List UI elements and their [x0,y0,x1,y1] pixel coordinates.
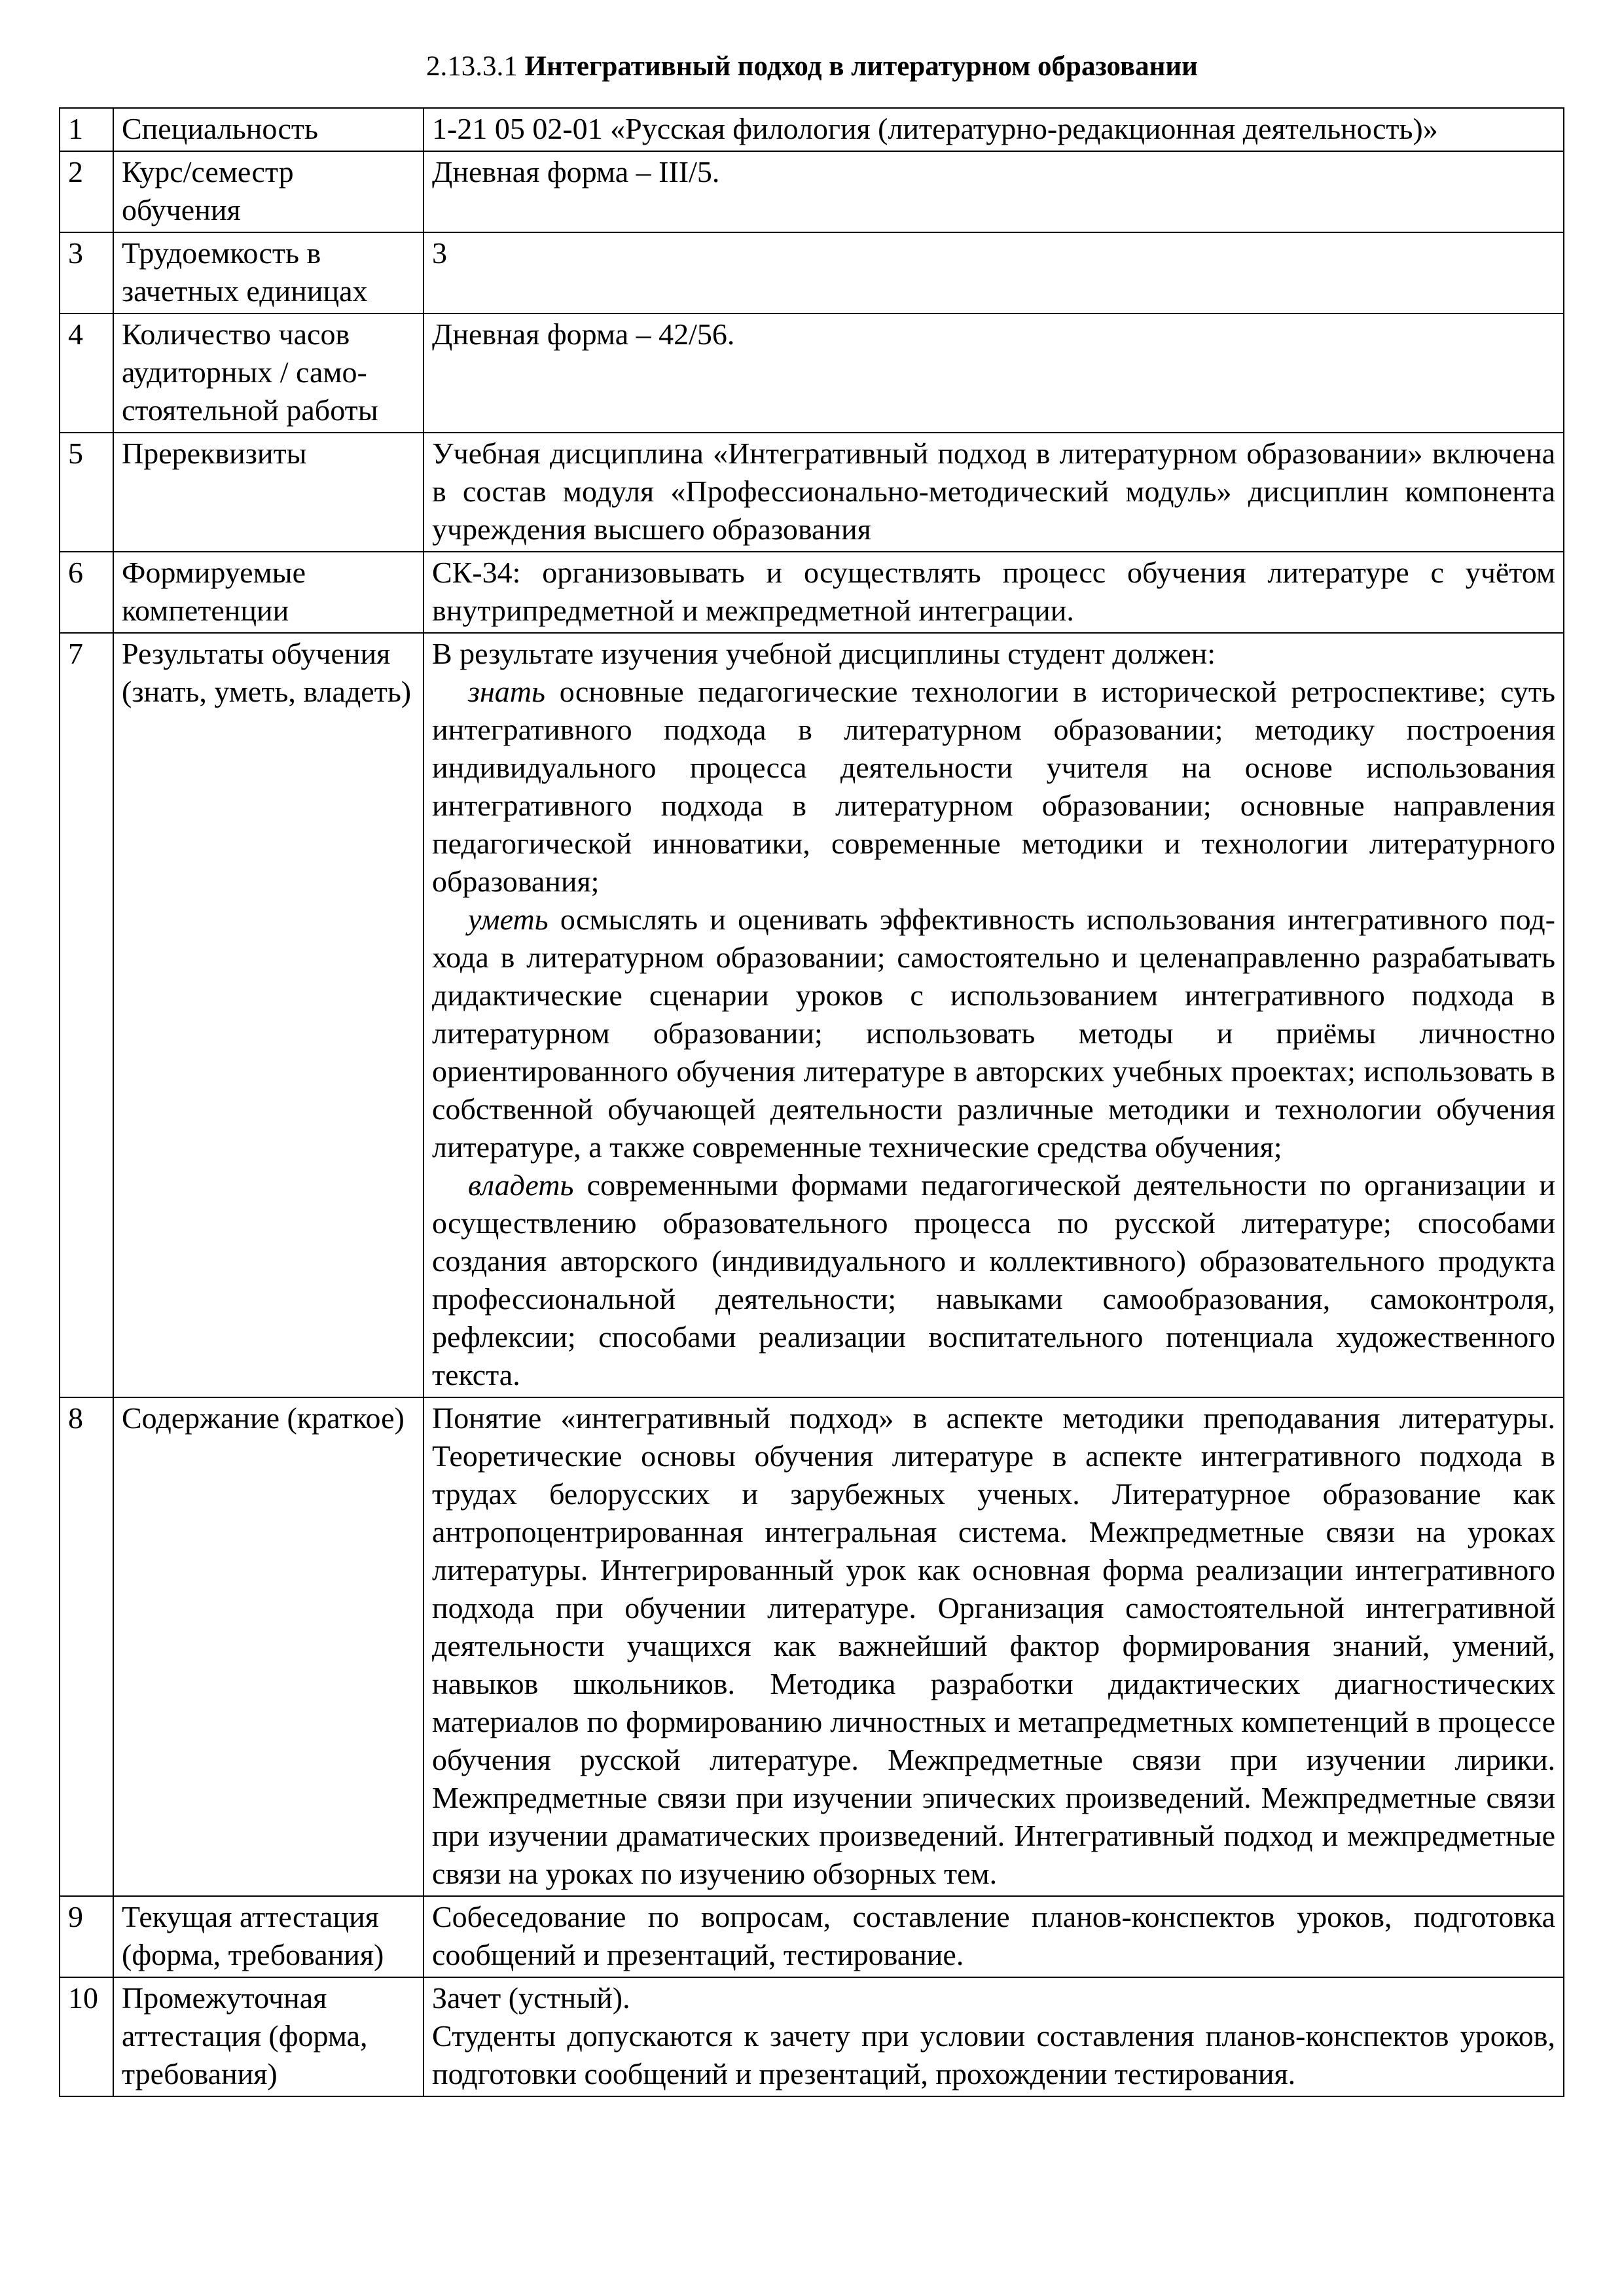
row-label: Результаты обучения (знать, уметь, владеть) [113,633,424,1397]
row-label: Трудоемкость в зачетных единицах [113,232,424,314]
row-value: 1-21 05 02-01 «Русская филология (литературно-редакционная деятельность)» [424,108,1564,151]
row-number: 3 [60,232,113,314]
own-keyword: владеть [468,1168,574,1202]
table-row [60,633,1564,1397]
row-label: Промежуточная аттестация (форма, требования) [113,1977,424,2096]
row-number: 5 [60,433,113,552]
results-intro: В результате изучения учебной дисциплины студент должен: [432,637,1216,670]
table-row [60,1977,1564,2096]
row-value: Дневная форма – III/5. [424,151,1564,232]
row-value: Учебная дисциплина «Интегративный подход в литературном образовании» включена в состав модуля «Профессионально-методический модуль» дисциплин компонента учреждения высшего образования [424,433,1564,552]
section-heading [0,47,1624,86]
table-row [60,1896,1564,1977]
row-value: Собеседование по вопросам, составление планов-конспектов уроков, подготовка сообщений и презентаций, тестирование. [424,1896,1564,1977]
results-know [432,673,1555,901]
table-row [60,314,1564,433]
exam-requirements: Студенты допускаются к зачету при условии составления планов-конспектов уроков, подготовки сообщений и презентаций, прохождении тестирования. [432,2019,1555,2090]
row-label: Пререквизиты [113,433,424,552]
row-label: Текущая аттестация (форма, требования) [113,1896,424,1977]
row-value: 3 [424,232,1564,314]
row-label: Специальность [113,108,424,151]
can-text: осмыслять и оценивать эффективность использования интегративного под-хода в литературном образовании; самостоятельно и целенаправленно разрабатывать дидактические сценарии уроков с использованием интегративного подхода в литературном образовании; использовать методы и приёмы личностно ориентированного обучения литературе в авторских учебных проектах; использовать в собственной обучающей деятельности различные методики и технологии обучения литературе, а также современные технические средства обучения; [432,903,1555,1164]
row-value: СК-34: организовывать и осуществлять процесс обучения литературе с учётом внутрипредметной и межпредметной интеграции. [424,552,1564,633]
know-text: основные педагогические технологии в исторической ретроспективе; суть интегративного подхода в литературном образовании; методику построения индивидуального процесса деятельности учителя на основе использования интегративного подхода в литературном образовании; основные направления педагогической инноватики, современные методики и технологии литературного образования; [432,675,1555,898]
section-number: 2.13.3.1 [426,51,518,82]
table-row [60,552,1564,633]
row-number: 7 [60,633,113,1397]
row-value: Понятие «интегративный подход» в аспекте методики преподавания литературы. Теоретические основы обучения литературе в аспекте интегративного подхода в трудах белорусских и зарубежных ученых. Литературное образование как антропоцентрированная интегральная система. Межпредметные связи на уроках литературы. Интегрированный урок как основная форма реализации интегративного подхода при обучении литературе. Организация самостоятельной интегративной деятельности учащихся как важнейший фактор формирования знаний, умений, навыков школьников. Методика разработки дидактических диагностических материалов по формированию личностных и метапредметных компетенций в процессе обучения русской литературе. Межпредметные связи при изучении лирики. Межпредметные связи при изучении эпических произведений. Межпредметные связи при изучении драматических произведений. Интегративный подход и межпредметные связи на уроках по изучению обзорных тем. [424,1397,1564,1896]
row-label: Формируемые компетенции [113,552,424,633]
table-row [60,433,1564,552]
table-row [60,108,1564,151]
results-own [432,1166,1555,1394]
can-keyword: уметь [468,903,549,936]
row-number: 10 [60,1977,113,2096]
section-title: Интегративный подход в литературном образовании [524,51,1198,82]
row-number: 1 [60,108,113,151]
row-number: 6 [60,552,113,633]
row-label: Содержание (краткое) [113,1397,424,1896]
own-text: современными формами педагогической деятельности по организации и осуществлению образовательного процесса по русской литературе; способами создания авторского (индивидуального и коллективного) образовательного продукта профессиональной деятельности; навыками самообразования, самоконтроля, рефлексии; способами реализации воспитательного потенциала художественного текста. [432,1168,1555,1391]
table-row [60,232,1564,314]
row-number: 4 [60,314,113,433]
row-value [424,633,1564,1397]
row-number: 8 [60,1397,113,1896]
discipline-table [59,107,1564,2097]
exam-form: Зачет (устный). [432,1981,630,2015]
row-value: Дневная форма – 42/56. [424,314,1564,433]
table-row [60,1397,1564,1896]
row-value [424,1977,1564,2096]
row-number: 2 [60,151,113,232]
row-label: Количество часов аудиторных / само-стоятельной работы [113,314,424,433]
know-keyword: знать [468,675,545,708]
row-label: Курс/семестр обучения [113,151,424,232]
results-can [432,901,1555,1166]
row-number: 9 [60,1896,113,1977]
table-row [60,151,1564,232]
